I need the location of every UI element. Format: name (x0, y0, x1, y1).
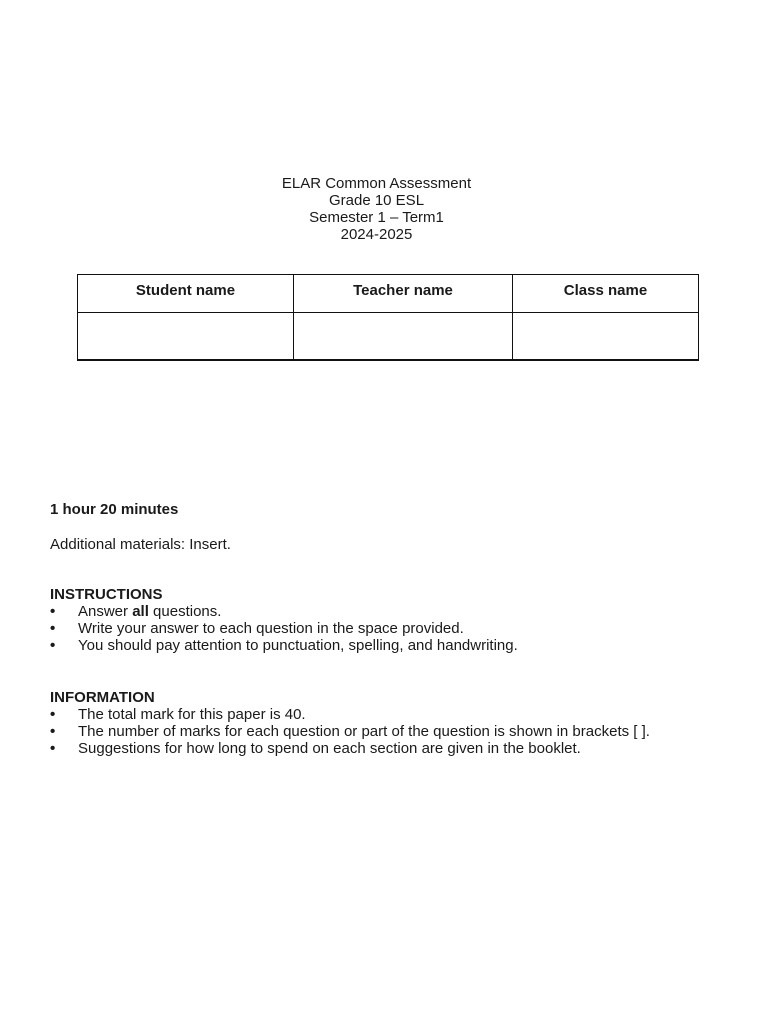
class-name-header: Class name (513, 275, 699, 313)
student-name-field[interactable] (78, 313, 294, 361)
teacher-name-header: Teacher name (294, 275, 513, 313)
list-item: • Answer all questions. (50, 603, 222, 620)
instructions-section (50, 586, 750, 654)
exam-header (0, 175, 753, 243)
list-item: • Write your answer to each question in the space provided. (50, 620, 464, 637)
instructions-title: INSTRUCTIONS (50, 586, 163, 603)
exam-grade: Grade 10 ESL (328, 192, 425, 209)
bullet-icon: • (50, 740, 56, 757)
bullet-icon: • (50, 603, 56, 620)
emphasis-all: all (132, 603, 149, 620)
exam-duration: 1 hour 20 minutes (50, 501, 179, 518)
exam-term: Semester 1 – Term1 (309, 209, 444, 226)
exam-title: ELAR Common Assessment (281, 175, 472, 192)
teacher-name-field[interactable] (294, 313, 513, 361)
exam-year: 2024-2025 (340, 226, 413, 243)
list-item: • The total mark for this paper is 40. (50, 706, 306, 723)
list-item: • The number of marks for each question or part of the question is shown in brackets [ ]. (50, 723, 650, 740)
bullet-icon: • (50, 620, 56, 637)
list-item: • Suggestions for how long to spend on each section are given in the booklet. (50, 740, 581, 757)
class-name-field[interactable] (513, 313, 699, 361)
information-list (50, 706, 750, 757)
bullet-icon: • (50, 637, 56, 654)
student-info-table (77, 274, 699, 361)
list-item: • You should pay attention to punctuation, spelling, and handwriting. (50, 637, 518, 654)
information-section (50, 689, 750, 757)
instructions-list (50, 603, 750, 654)
student-name-header: Student name (78, 275, 294, 313)
bullet-icon: • (50, 723, 56, 740)
information-title: INFORMATION (50, 689, 155, 706)
additional-materials: Additional materials: Insert. (50, 536, 231, 553)
bullet-icon: • (50, 706, 56, 723)
